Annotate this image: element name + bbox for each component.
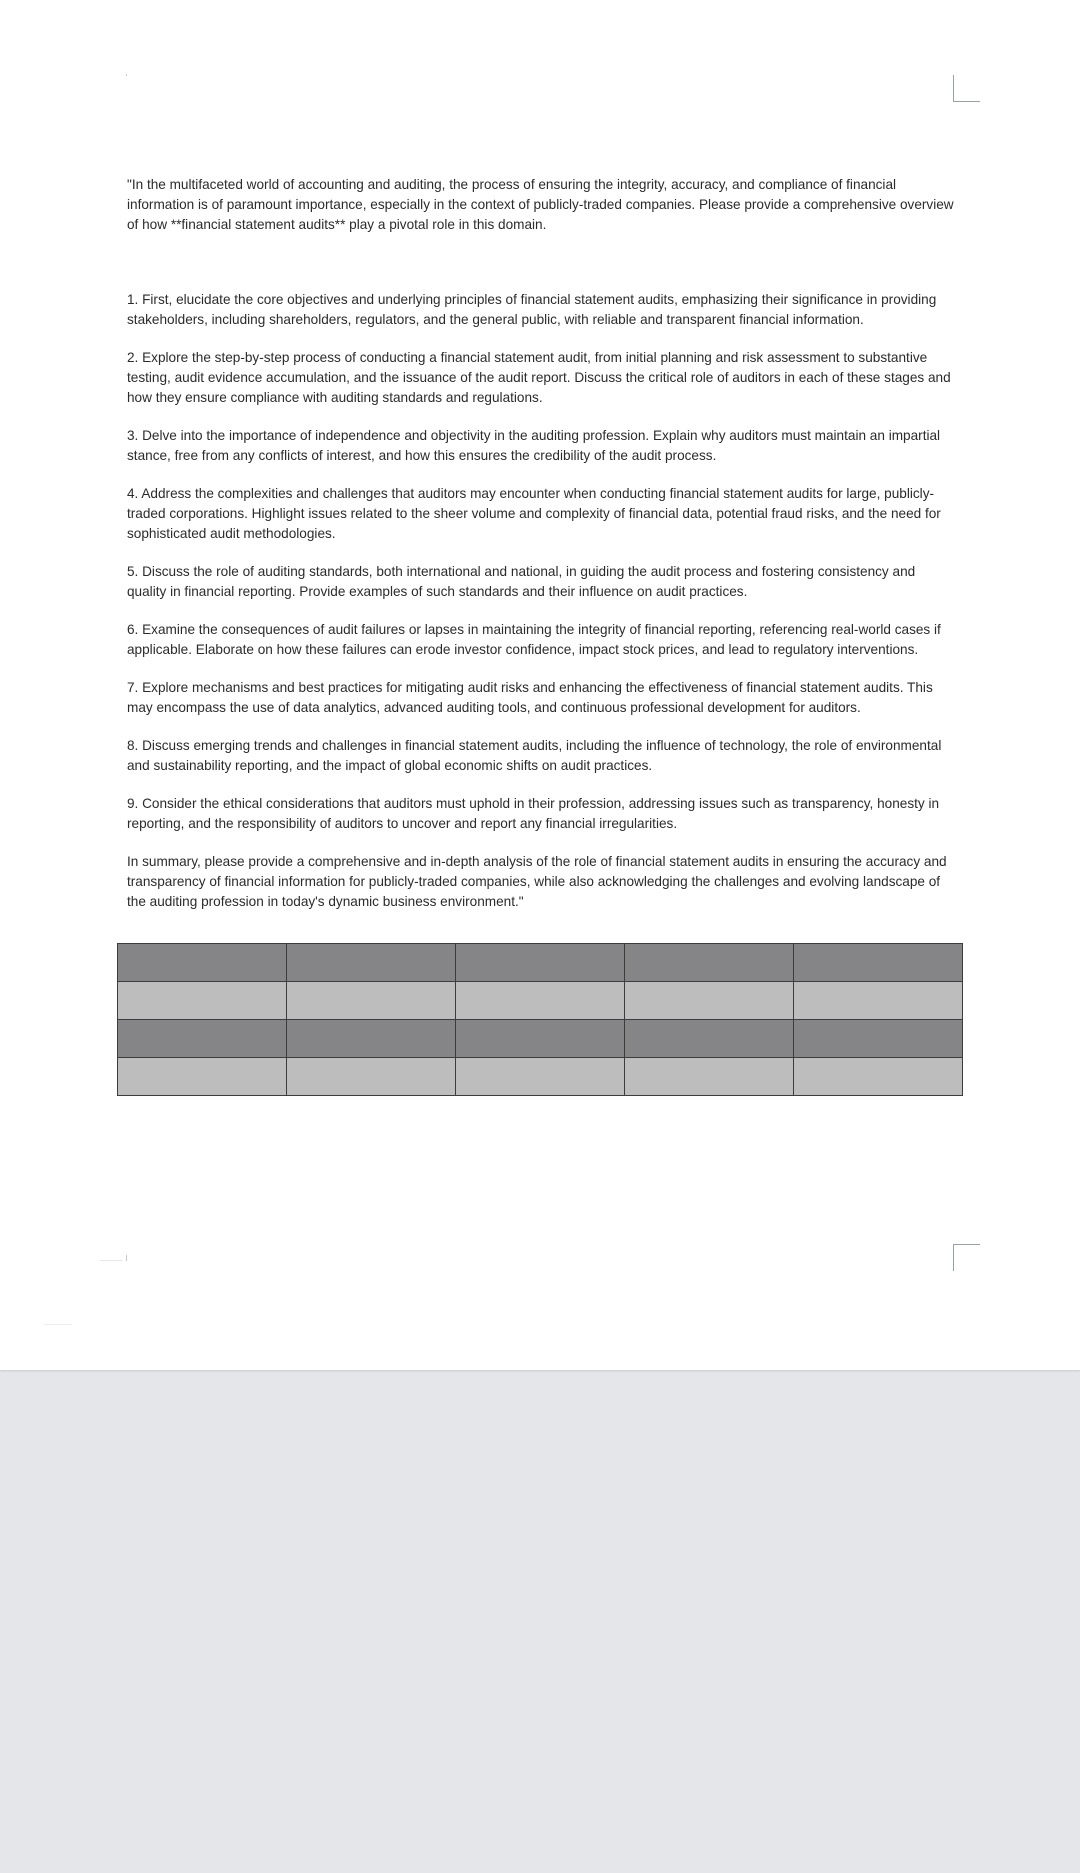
page-mark bbox=[126, 1255, 127, 1261]
table-cell[interactable] bbox=[794, 982, 963, 1020]
table-cell[interactable] bbox=[456, 1020, 625, 1058]
list-item: 1. First, elucidate the core objectives and underlying principles of financial statement audits, emphasizing their significance in providing stakeholders, including shareholders, regulators, and the general public, with reliable and transparent financial information. bbox=[127, 292, 937, 327]
page-mark bbox=[126, 74, 127, 76]
table-row bbox=[118, 982, 963, 1020]
page-corner-marker-bottom bbox=[953, 1244, 980, 1271]
table-cell[interactable] bbox=[118, 1058, 287, 1096]
table-cell[interactable] bbox=[456, 944, 625, 982]
document-body[interactable] bbox=[127, 175, 957, 930]
table-cell[interactable] bbox=[794, 1058, 963, 1096]
table-cell[interactable] bbox=[118, 944, 287, 982]
intro-paragraph: "In the multifaceted world of accounting and auditing, the process of ensuring the integrity, accuracy, and compliance of financial information is of paramount importance, especially in the context of publicly-traded companies. Please provide a comprehensive overview of how **financial statement audits** play a pivotal role in this domain. bbox=[127, 177, 954, 232]
list-item: 2. Explore the step-by-step process of conducting a financial statement audit, from initial planning and risk assessment to substantive testing, audit evidence accumulation, and the issuance of the audit report. Discuss the critical role of auditors in each of these stages and how they ensure compliance with auditing standards and regulations. bbox=[127, 350, 951, 405]
table-cell[interactable] bbox=[625, 1020, 794, 1058]
table-cell[interactable] bbox=[794, 1020, 963, 1058]
table-cell[interactable] bbox=[794, 944, 963, 982]
page-mark bbox=[44, 1324, 72, 1325]
table-cell[interactable] bbox=[287, 1058, 456, 1096]
list-item: 3. Delve into the importance of independence and objectivity in the auditing profession. Explain why auditors must maintain an impartial stance, free from any conflicts of interest, and how this ensures the credibility of the audit process. bbox=[127, 428, 941, 463]
list-item: 8. Discuss emerging trends and challenges in financial statement audits, including the influence of technology, the role of environmental and sustainability reporting, and the impact of global economic shifts on audit practices. bbox=[127, 738, 942, 773]
table-cell[interactable] bbox=[287, 1020, 456, 1058]
list-item: 6. Examine the consequences of audit failures or lapses in maintaining the integrity of financial reporting, referencing real-world cases if applicable. Elaborate on how these failures can erode investor confidence, impact stock prices, and lead to regulatory interventions. bbox=[127, 622, 941, 657]
table-cell[interactable] bbox=[625, 1058, 794, 1096]
document-table bbox=[117, 943, 963, 1096]
list-item: 5. Discuss the role of auditing standards, both international and national, in guiding the audit process and fostering consistency and quality in financial reporting. Provide examples of such standards and their influence on audit practices. bbox=[127, 564, 916, 599]
table-cell[interactable] bbox=[118, 1020, 287, 1058]
table-cell[interactable] bbox=[625, 982, 794, 1020]
list-item: 4. Address the complexities and challenges that auditors may encounter when conducting financial statement audits for large, publicly-traded corporations. Highlight issues related to the sheer volume and complexity of financial data, potential fraud risks, and the need for sophisticated audit methodologies. bbox=[127, 486, 941, 541]
table-cell[interactable] bbox=[287, 982, 456, 1020]
table-row bbox=[118, 944, 963, 982]
page-mark bbox=[100, 1260, 122, 1261]
list-item: 7. Explore mechanisms and best practices for mitigating audit risks and enhancing the effectiveness of financial statement audits. This may encompass the use of data analytics, advanced auditing tools, and continuous professional development for auditors. bbox=[127, 680, 933, 715]
table-cell[interactable] bbox=[287, 944, 456, 982]
list-item: 9. Consider the ethical considerations that auditors must uphold in their profession, addressing issues such as transparency, honesty in reporting, and the responsibility of auditors to uncover and report any financial irregularities. bbox=[127, 796, 940, 831]
page-corner-marker-top bbox=[953, 75, 980, 102]
table-cell[interactable] bbox=[456, 1058, 625, 1096]
summary-paragraph: In summary, please provide a comprehensive and in-depth analysis of the role of financial statement audits in ensuring the accuracy and transparency of financial information for publicly-traded companies, while also acknowledging the challenges and evolving landscape of the auditing profession in today's dynamic business environment." bbox=[127, 854, 947, 909]
table-cell[interactable] bbox=[456, 982, 625, 1020]
table-cell[interactable] bbox=[118, 982, 287, 1020]
table-row bbox=[118, 1020, 963, 1058]
table-cell[interactable] bbox=[625, 944, 794, 982]
table-row bbox=[118, 1058, 963, 1096]
